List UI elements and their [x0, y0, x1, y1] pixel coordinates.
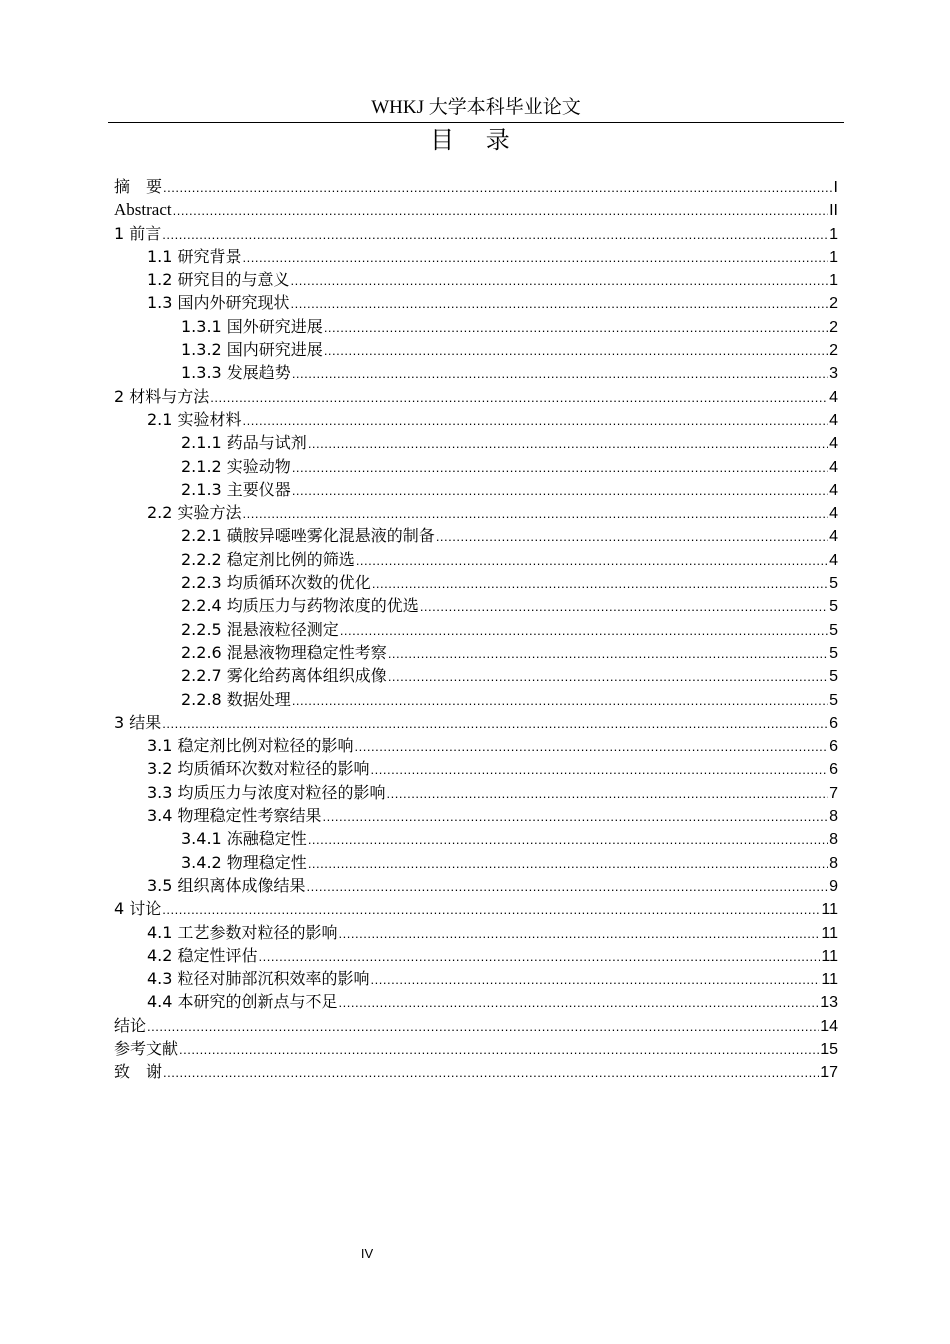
toc-entry[interactable]	[114, 618, 838, 641]
toc-leader-dots	[339, 922, 821, 945]
toc-leader-dots	[356, 549, 828, 572]
toc-entry[interactable]	[114, 804, 838, 827]
toc-entry-page: 2	[829, 342, 838, 360]
toc-leader-dots	[162, 712, 828, 735]
toc-leader-dots	[371, 758, 829, 781]
toc-entry[interactable]	[114, 921, 838, 944]
toc-entry-label: 3.3 均质压力与浓度对粒径的影响	[147, 782, 386, 802]
toc-entry-label: 2.1.3 主要仪器	[181, 479, 291, 499]
toc-leader-dots	[292, 479, 828, 502]
toc-entry[interactable]	[114, 385, 838, 408]
toc-entry-page: 13	[820, 994, 838, 1012]
toc-entry-page: 4	[829, 528, 838, 546]
toc-entry-label: 2.1.2 实验动物	[181, 456, 291, 476]
toc-entry-page: 6	[829, 738, 838, 756]
toc-leader-dots	[308, 432, 828, 455]
toc-entry[interactable]	[114, 245, 838, 268]
toc-entry-label: 1 前言	[114, 223, 162, 243]
toc-entry-label: 致 谢	[114, 1062, 163, 1082]
toc-entry[interactable]	[114, 990, 838, 1013]
toc-entry[interactable]	[114, 781, 838, 804]
toc-entry[interactable]	[114, 688, 838, 711]
toc-entry-page: 4	[829, 551, 838, 569]
toc-entry-label: 1.3.3 发展趋势	[181, 363, 291, 383]
toc-leader-dots	[163, 176, 833, 199]
toc-entry-label: 1.3 国内外研究现状	[147, 293, 290, 313]
toc-entry[interactable]	[114, 524, 838, 547]
toc-leader-dots	[388, 642, 828, 665]
toc-entry-label: 4.3 粒径对肺部沉积效率的影响	[147, 969, 370, 989]
toc-entry-label: 4.1 工艺参数对粒径的影响	[147, 922, 338, 942]
toc-leader-dots	[259, 945, 821, 968]
toc-entry-label: 2.2.6 混悬液物理稳定性考察	[181, 642, 387, 662]
toc-entry-page: 4	[829, 505, 838, 523]
toc-entry-label: 2.2.8 数据处理	[181, 689, 291, 709]
toc-entry[interactable]	[114, 664, 838, 687]
toc-leader-dots	[324, 339, 828, 362]
toc-leader-dots	[388, 665, 828, 688]
toc-entry-page: 4	[829, 435, 838, 453]
toc-entry[interactable]	[114, 1037, 838, 1060]
toc-entry-page: 6	[829, 714, 838, 732]
toc-leader-dots	[420, 595, 828, 618]
toc-leader-dots	[291, 292, 829, 315]
page-number: IV	[360, 1246, 374, 1261]
toc-entry[interactable]	[114, 315, 838, 338]
toc-entry-page: 5	[829, 644, 838, 662]
toc-leader-dots	[323, 805, 829, 828]
toc-leader-dots	[307, 875, 829, 898]
toc-entry-page: 4	[829, 481, 838, 499]
toc-entry-label: 2.2.3 均质循环次数的优化	[181, 573, 371, 593]
toc-entry-label: 2.1.1 药品与试剂	[181, 433, 307, 453]
toc-entry[interactable]	[114, 431, 838, 454]
toc-leader-dots	[355, 735, 829, 758]
toc-leader-dots	[292, 362, 828, 385]
toc-entry-page: 17	[820, 1064, 838, 1082]
toc-leader-dots	[292, 689, 828, 712]
toc-entry[interactable]	[114, 851, 838, 874]
toc-entry[interactable]	[114, 711, 838, 734]
toc-leader-dots	[324, 316, 828, 339]
toc-entry-label: 2.2.4 均质压力与药物浓度的优选	[181, 596, 419, 616]
toc-title: 目 录	[430, 126, 522, 154]
running-header: WHKJ 大学本科毕业论文	[371, 97, 581, 118]
toc-entry-label: 3.4 物理稳定性考察结果	[147, 806, 322, 826]
toc-entry-page: 8	[829, 808, 838, 826]
toc-entry-label: 2.1 实验材料	[147, 409, 242, 429]
toc-entry-page: 2	[829, 295, 838, 313]
toc-entry-label: 2.2.5 混悬液粒径测定	[181, 619, 339, 639]
toc-entry-page: 4	[829, 458, 838, 476]
toc-entry-page: 5	[829, 691, 838, 709]
toc-entry[interactable]	[114, 222, 838, 245]
toc-entry[interactable]	[114, 944, 838, 967]
toc-leader-dots	[243, 246, 829, 269]
toc-leader-dots	[173, 199, 829, 222]
toc-entry-page: 5	[829, 668, 838, 686]
toc-entry-page: 1	[829, 225, 838, 243]
toc-entry-label: 摘 要	[114, 177, 163, 196]
toc-entry[interactable]	[114, 198, 838, 221]
toc-leader-dots	[308, 828, 828, 851]
toc-entry[interactable]	[114, 268, 838, 291]
toc-leader-dots	[308, 852, 828, 875]
toc-leader-dots	[339, 991, 820, 1014]
toc-leader-dots	[291, 269, 829, 292]
toc-entry-page: 8	[829, 854, 838, 872]
toc-entry-page: 8	[829, 831, 838, 849]
toc-entry[interactable]	[114, 1014, 838, 1037]
toc-entry[interactable]	[114, 338, 838, 361]
toc-entry-page: 6	[829, 761, 838, 779]
toc-entry-label: 1.2 研究目的与意义	[147, 270, 290, 290]
toc-entry-page: 5	[829, 621, 838, 639]
toc-entry[interactable]	[114, 1060, 838, 1083]
toc-entry-label: 结论	[114, 1015, 147, 1035]
toc-leader-dots	[179, 1038, 819, 1061]
toc-entry-label: 4.2 稳定性评估	[147, 945, 258, 965]
toc-entry-page: I	[833, 179, 838, 196]
toc-entry[interactable]	[114, 594, 838, 617]
toc-entry[interactable]	[114, 548, 838, 571]
toc-entry[interactable]	[114, 571, 838, 594]
toc-entry[interactable]	[114, 455, 838, 478]
toc-entry[interactable]	[114, 897, 838, 920]
toc-leader-dots	[243, 409, 829, 432]
toc-entry-page: 3	[829, 365, 838, 383]
toc-entry-label: 1.3.2 国内研究进展	[181, 340, 323, 360]
toc-leader-dots	[163, 1061, 819, 1084]
toc-entry-page: 11	[821, 901, 838, 919]
toc-leader-dots	[243, 502, 829, 525]
toc-entry-label: 2.2 实验方法	[147, 503, 242, 523]
toc-entry-label: 3.5 组织离体成像结果	[147, 875, 306, 895]
toc-entry-page: 15	[820, 1040, 838, 1058]
toc-entry-page: 4	[829, 388, 838, 406]
toc-entry[interactable]	[114, 408, 838, 431]
toc-entry[interactable]	[114, 478, 838, 501]
toc-entry-label: Abstract	[114, 200, 172, 220]
toc-entry-page: 2	[829, 318, 838, 336]
toc-entry-page: 11	[821, 947, 838, 965]
header-rule	[108, 122, 844, 123]
toc-entry-page: 1	[829, 272, 838, 290]
toc-entry-label: 3 结果	[114, 712, 162, 732]
toc-leader-dots	[292, 456, 828, 479]
toc-entry-page: 5	[829, 575, 838, 593]
toc-entry[interactable]	[114, 501, 838, 524]
toc-entry[interactable]	[114, 361, 838, 384]
toc-entry-page: 14	[820, 1017, 838, 1035]
toc-entry-label: 1.1 研究背景	[147, 246, 242, 266]
toc-leader-dots	[162, 898, 820, 921]
toc-entry-label: 参考文献	[114, 1038, 179, 1058]
toc-entry[interactable]	[114, 827, 838, 850]
toc-leader-dots	[371, 968, 821, 991]
toc-entry-page: 5	[829, 598, 838, 616]
table-of-contents	[114, 175, 838, 1084]
toc-entry[interactable]	[114, 734, 838, 757]
toc-entry-label: 4.4 本研究的创新点与不足	[147, 992, 338, 1012]
toc-leader-dots	[436, 525, 828, 548]
toc-entry-page: 7	[829, 784, 838, 802]
toc-entry-page: II	[829, 202, 838, 220]
toc-entry[interactable]	[114, 874, 838, 897]
toc-entry-label: 3.2 均质循环次数对粒径的影响	[147, 759, 370, 779]
toc-entry[interactable]	[114, 967, 838, 990]
toc-entry-label: 3.4.2 物理稳定性	[181, 852, 307, 872]
toc-entry-page: 11	[821, 971, 838, 989]
toc-entry[interactable]	[114, 175, 838, 198]
toc-leader-dots	[162, 223, 828, 246]
toc-entry-label: 2.2.2 稳定剂比例的筛选	[181, 549, 355, 569]
toc-leader-dots	[210, 386, 828, 409]
toc-entry[interactable]	[114, 641, 838, 664]
toc-leader-dots	[372, 572, 828, 595]
toc-entry-page: 9	[829, 877, 838, 895]
toc-entry-label: 3.1 稳定剂比例对粒径的影响	[147, 736, 354, 756]
toc-entry-label: 2 材料与方法	[114, 386, 210, 406]
toc-entry-label: 3.4.1 冻融稳定性	[181, 829, 307, 849]
toc-entry[interactable]	[114, 291, 838, 314]
toc-entry-page: 1	[829, 248, 838, 266]
toc-leader-dots	[340, 619, 828, 642]
toc-entry-label: 1.3.1 国外研究进展	[181, 316, 323, 336]
toc-leader-dots	[147, 1015, 819, 1038]
toc-entry-label: 4 讨论	[114, 899, 162, 919]
toc-leader-dots	[387, 782, 829, 805]
toc-entry-label: 2.2.7 雾化给药离体组织成像	[181, 666, 387, 686]
toc-entry-page: 4	[829, 411, 838, 429]
toc-entry-label: 2.2.1 磺胺异噁唑雾化混悬液的制备	[181, 526, 435, 546]
toc-entry[interactable]	[114, 757, 838, 780]
toc-entry-page: 11	[821, 924, 838, 942]
